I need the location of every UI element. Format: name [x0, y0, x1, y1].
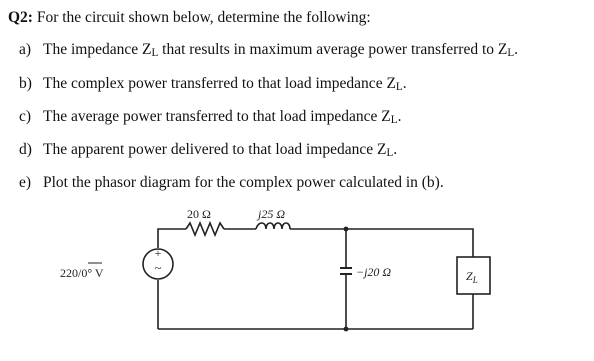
- question-prompt: For the circuit shown below, determine the following:: [36, 9, 371, 26]
- wire-top-left: [158, 229, 186, 236]
- node-bottom: [344, 327, 349, 332]
- part-tail: .: [397, 108, 402, 125]
- part-subscript: L: [386, 147, 394, 160]
- part-text: The complex power transferred to that load impedance Z: [43, 75, 396, 92]
- inductor-j25-ohm: [256, 223, 290, 229]
- part-letter: a): [19, 41, 32, 58]
- wire-top-right: [290, 229, 473, 257]
- part-text: The impedance Z: [43, 41, 152, 58]
- part-tail: .: [393, 141, 398, 158]
- part-subscript: L: [151, 47, 159, 60]
- resistor-label: 20 Ω: [187, 207, 211, 221]
- part-subscript: L: [390, 114, 398, 127]
- inductor-label: j25 Ω: [258, 207, 286, 221]
- part-letter: e): [19, 174, 32, 191]
- source-label: 220/0° V: [60, 266, 104, 280]
- part-tail: .: [402, 75, 407, 92]
- part-end: .: [514, 41, 519, 58]
- capacitor-plates: [340, 268, 352, 274]
- part-tail: that results in maximum average power transferred to Z: [158, 41, 508, 58]
- resistor-20-ohm: [186, 223, 224, 235]
- source-wave: ~: [154, 261, 162, 275]
- part-letter: c): [19, 108, 32, 125]
- load-label: [466, 269, 478, 285]
- part-subscript-2: L: [507, 47, 515, 60]
- part-text: Plot the phasor diagram for the complex power calculated in (b).: [43, 174, 444, 191]
- node-top: [344, 227, 349, 232]
- load-label-sub: L: [472, 275, 478, 285]
- part-text: The apparent power delivered to that load impedance Z: [43, 141, 387, 158]
- question-number: Q2:: [8, 9, 33, 26]
- part-subscript: L: [395, 81, 403, 94]
- source-plus: +: [154, 246, 162, 260]
- part-letter: b): [19, 75, 32, 92]
- part-text: The average power transferred to that load impedance Z: [43, 108, 391, 125]
- capacitor-label: −j20 Ω: [356, 265, 392, 279]
- part-letter: d): [19, 141, 32, 158]
- load-label-main: Z: [466, 269, 473, 283]
